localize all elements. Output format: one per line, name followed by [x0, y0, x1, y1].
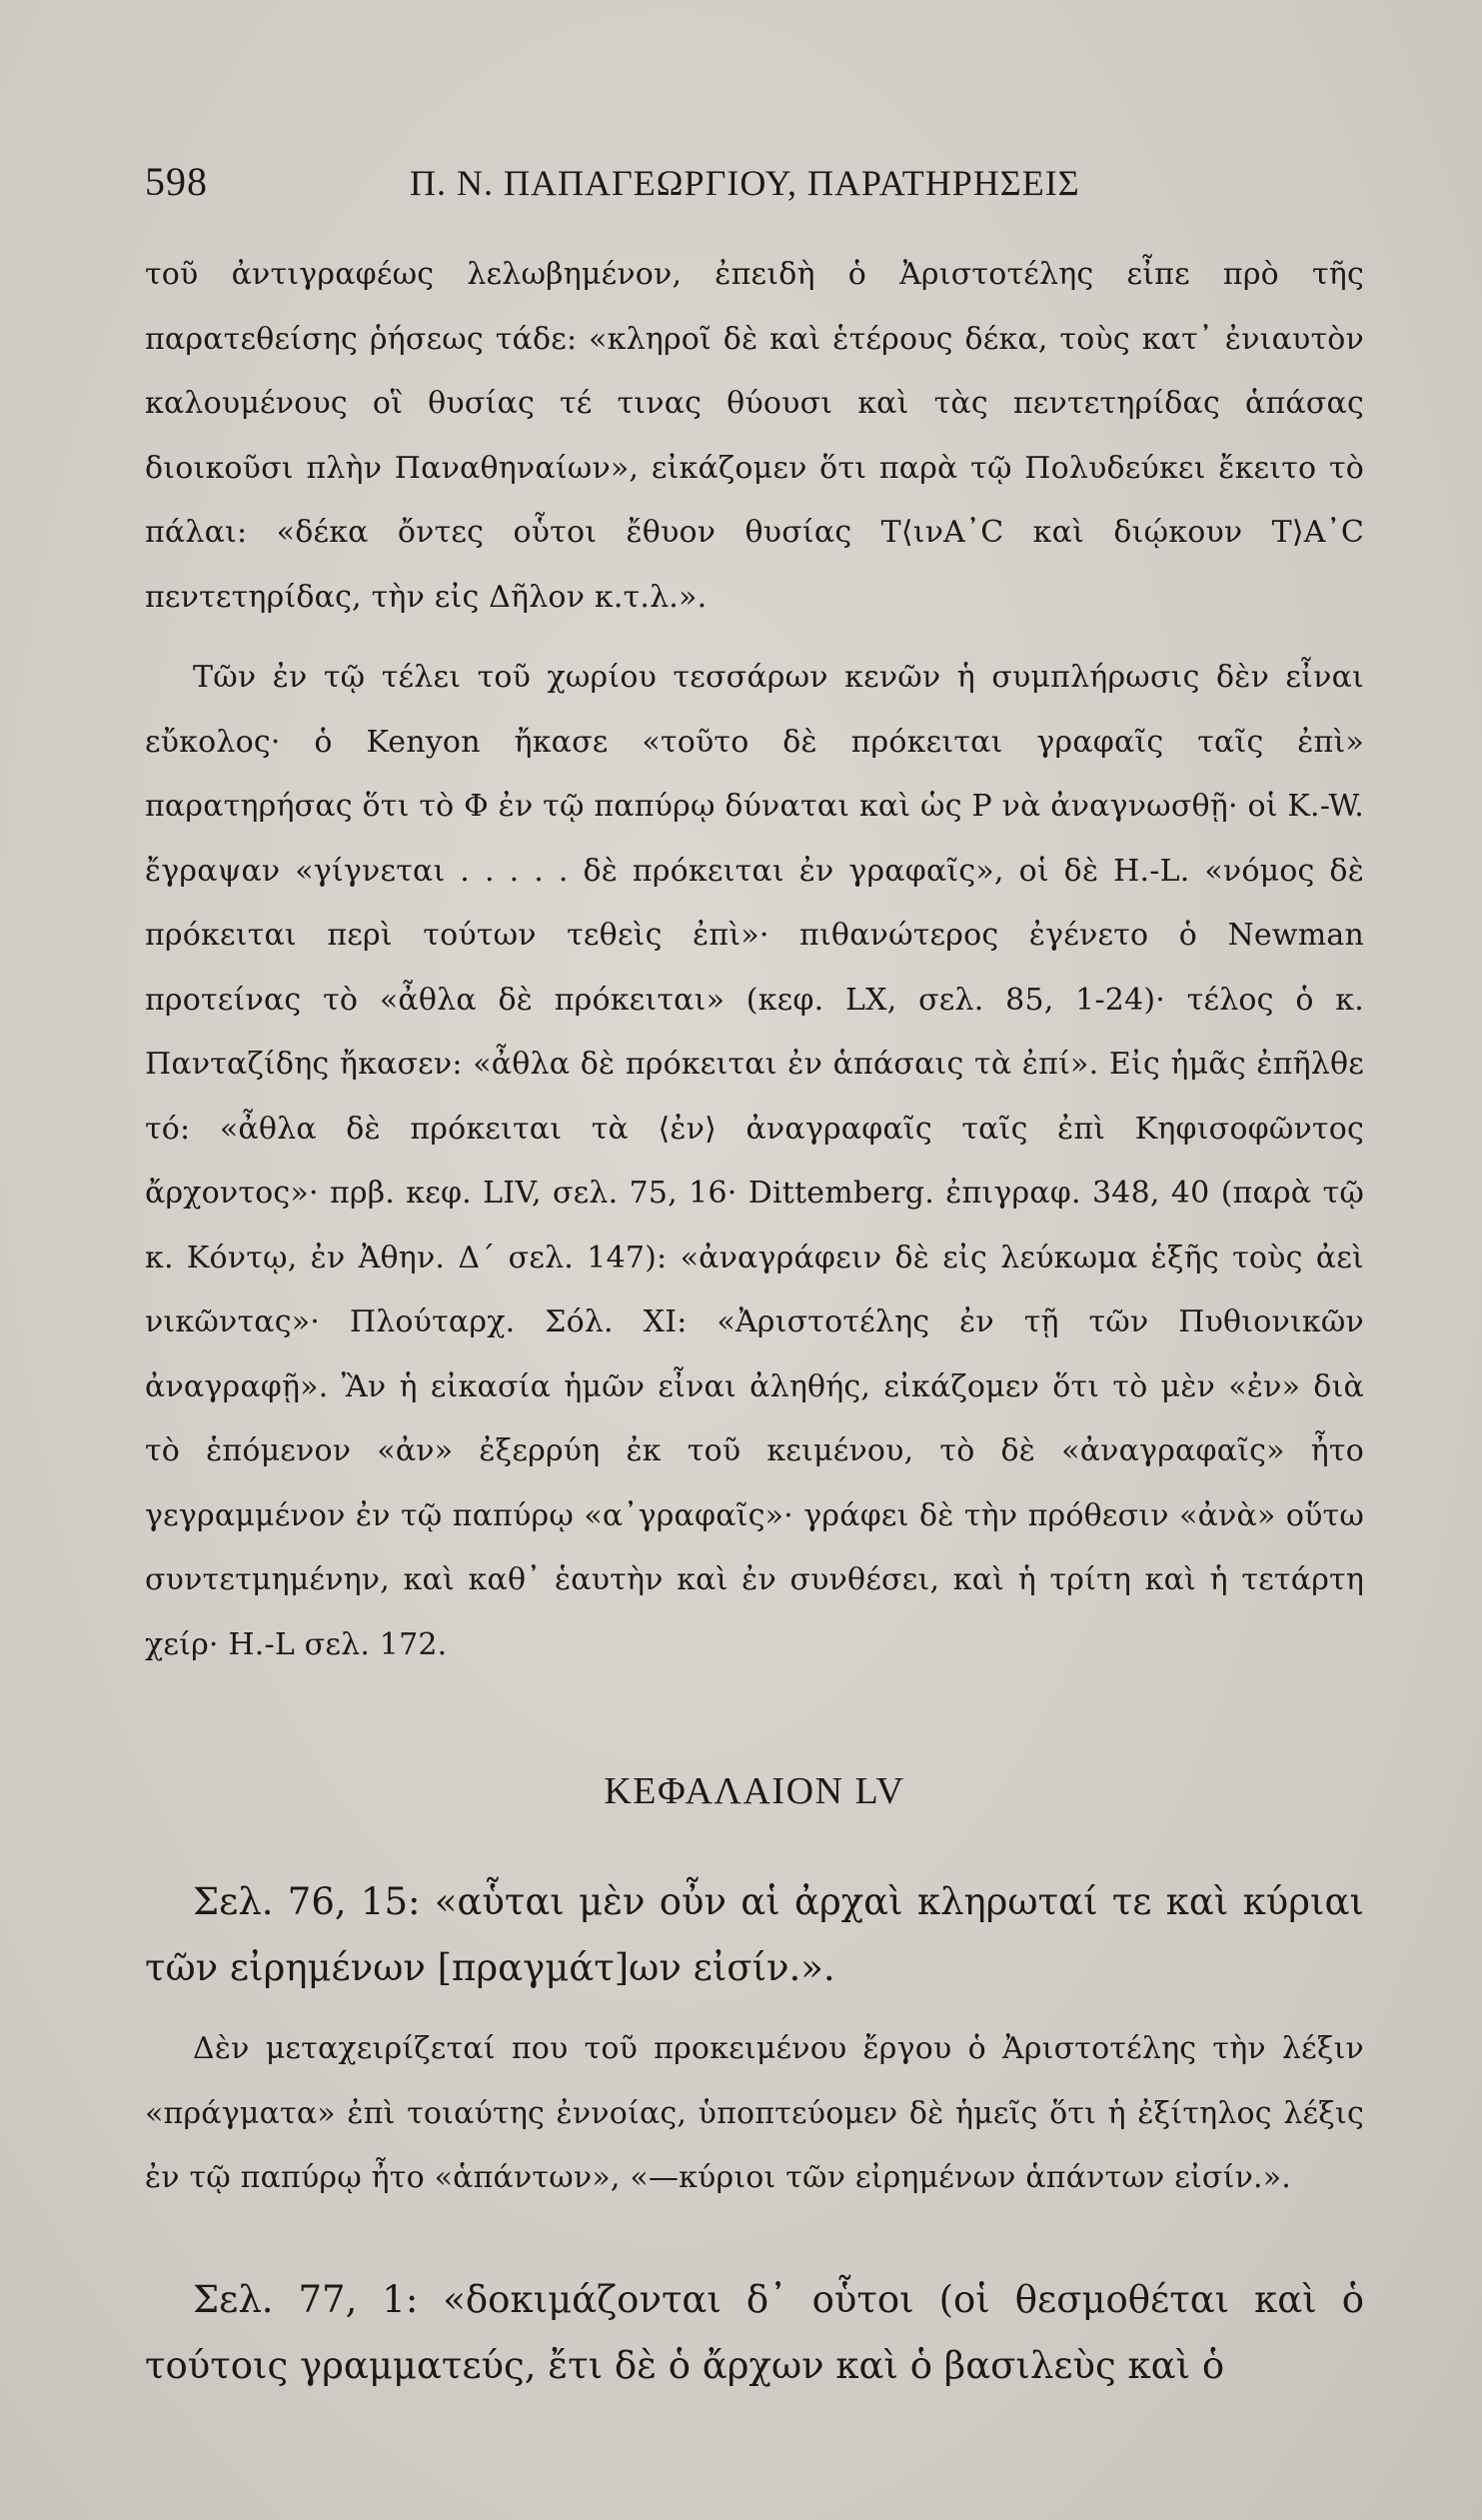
running-header: [145, 158, 1364, 205]
lemma-2-text: Σελ. 77, 1: «δοκιμάζονται δ᾽ οὗτοι (οἱ θεσμοθέται καὶ ὁ τούτοις γραμματεύς, ἔτι δὲ ὁ ἄρχων καὶ ὁ βασιλεὺς καὶ ὁ: [145, 2277, 1364, 2387]
running-title: Π. Ν. ΠΑΠΑΓΕΩΡΓΙΟΥ, ΠΑΡΑΤΗΡΗΣΕΙΣ: [410, 163, 1080, 203]
page-number: 598: [145, 159, 208, 204]
paragraph-1: τοῦ ἀντιγραφέως λελωβημένον, ἐπειδὴ ὁ Ἀριστοτέλης εἶπε πρὸ τῆς παρατεθείσης ῥήσεως τάδε: «κληροῖ δὲ καὶ ἑτέρους δέκα, τοὺς κατ᾽ ἐνιαυτὸν καλουμένους οἳ θυσίας τέ τινας θύουσι καὶ τὰς πεντετηρίδας ἁπάσας διοικοῦσι πλὴν Παναθηναίων», εἰκάζομεν ὅτι παρὰ τῷ Πολυδεύκει ἔκειτο τὸ πάλαι: «δέκα ὄντες οὗτοι ἔθυον θυσίας Τ⟨ινΑ᾽C καὶ διῴκουν Τ⟩Α᾽C πεντετηρίδας, τὴν εἰς Δῆλον κ.τ.λ.».: [145, 257, 1364, 615]
lemma-2: [145, 2267, 1364, 2399]
chapter-title: ΚΕΦΑΛΑΙΟΝ LV: [604, 1770, 905, 1812]
lemma-1: [145, 1869, 1364, 2001]
paragraph-2-text: Τῶν ἐν τῷ τέλει τοῦ χωρίου τεσσάρων κενῶν ἡ συμπλήρωσις δὲν εἶναι εὔκολος· ὁ Kenyon ἤκασε «τοῦτο δὲ πρόκειται γραφαῖς ταῖς ἐπὶ» παρατηρήσας ὅτι τὸ Φ ἐν τῷ παπύρῳ δύναται καὶ ὡς Ρ νὰ ἀναγνωσθῇ· οἱ K.-W. ἔγραψαν «γίγνεται . . . . . δὲ πρόκειται ἐν γραφαῖς», οἱ δὲ H.-L. «νόμος δὲ πρόκειται περὶ τούτων τεθεὶς ἐπὶ»· πιθανώτερος ἐγένετο ὁ Newman προτείνας τὸ «ἆθλα δὲ πρόκειται» (κεφ. LX, σελ. 85, 1-24)· τέλος ὁ κ. Πανταζίδης ἤκασεν: «ἆθλα δὲ πρόκειται ἐν ἁπάσαις τὰ ἐπί». Εἰς ἡμᾶς ἐπῆλθε τό: «ἆθλα δὲ πρόκειται τὰ ⟨ἐν⟩ ἀναγραφαῖς ταῖς ἐπὶ Κηφισοφῶντος ἄρχοντος»· πρβ. κεφ. LIV, σελ. 75, 16· Dittemberg. ἐπιγραφ. 348, 40 (παρὰ τῷ κ. Κόντῳ, ἐν Ἀθην. Δ´ σελ. 147): «ἀναγράφειν δὲ εἰς λεύκωμα ἑξῆς τοὺς ἀεὶ νικῶντας»· Πλούταρχ. Σόλ. XI: «Ἀριστοτέλης ἐν τῇ τῶν Πυθιονικῶν ἀναγραφῇ». Ἂν ἡ εἰκασία ἡμῶν εἶναι ἀληθής, εἰκάζομεν ὅτι τὸ μὲν «ἐν» διὰ τὸ ἑπόμενον «ἀν» ἐξερρύη ἐκ τοῦ κειμένου, τὸ δὲ «ἀναγραφαῖς» ἦτο γεγραμμένον ἐν τῷ παπύρῳ «α᾽γραφαῖς»· γράφει δὲ τὴν πρόθεσιν «ἀνὰ» οὕτω συντετμημένην, καὶ καθ᾽ ἑαυτὴν καὶ ἐν συνθέσει, καὶ ἡ τρίτη καὶ ἡ τετάρτη χείρ· H.-L σελ. 172.: [145, 660, 1364, 1662]
lemma-1-text: Σελ. 76, 15: «αὗται μὲν οὖν αἱ ἀρχαὶ κληρωταί τε καὶ κύριαι τῶν εἰρημένων [πραγμάτ]ων εἰσίν.».: [145, 1880, 1364, 1989]
paragraph-3-text: Δὲν μεταχειρίζεταί που τοῦ προκειμένου ἔργου ὁ Ἀριστοτέλης τὴν λέξιν «πράγματα» ἐπὶ τοιαύτης ἐννοίας, ὑποπτεύομεν δὲ ἡμεῖς ὅτι ἡ ἐξίτηλος λέξις ἐν τῷ παπύρῳ ἦτο «ἁπάντων», «—κύριοι τῶν εἰρημένων ἁπάντων εἰσίν.».: [145, 2031, 1364, 2195]
paragraph-3: [145, 2017, 1364, 2211]
paragraph-2: [145, 646, 1364, 1677]
